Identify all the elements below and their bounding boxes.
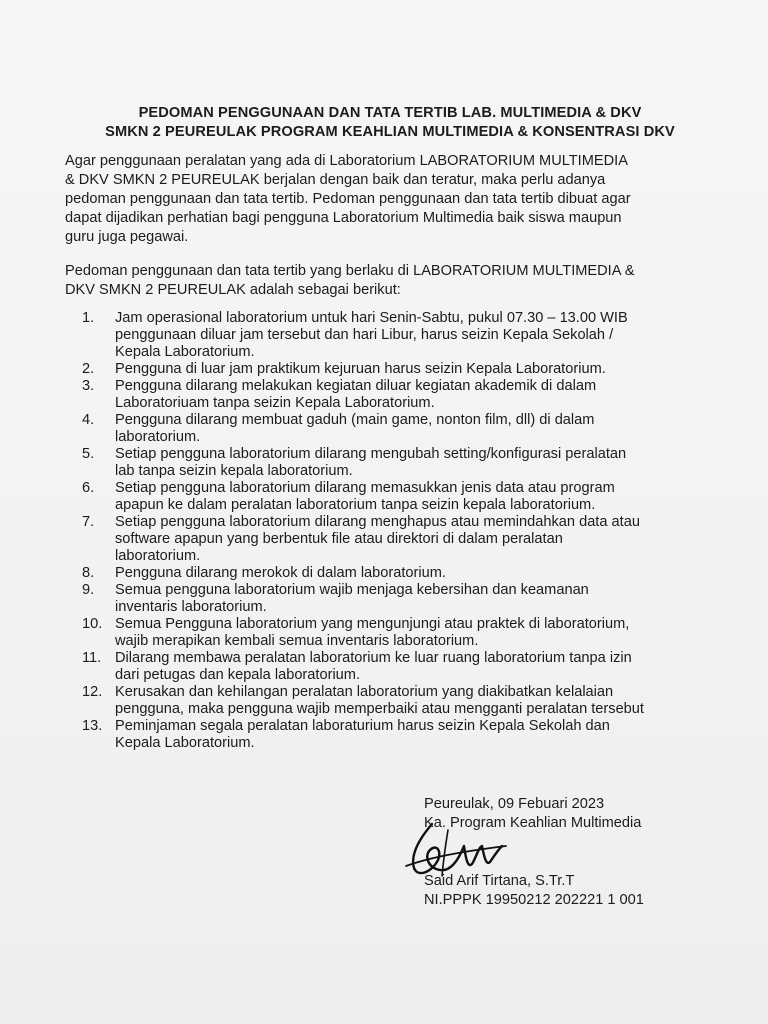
signer-name: Said Arif Tirtana, S.Tr.T — [424, 873, 575, 889]
rule-item — [82, 616, 722, 650]
intro-line: guru juga pegawai. — [65, 229, 189, 245]
rule-text-line: laboratorium. — [115, 428, 201, 445]
rule-text-line: Peminjaman segala peralatan laboraturium harus seizin Kepala Sekolah dan — [115, 717, 610, 734]
rule-number: 2. — [82, 360, 95, 377]
rule-item — [82, 684, 722, 718]
rule-text-line: software apapun yang berbentuk file atau direktori di dalam peralatan — [115, 530, 563, 547]
rule-text-line: Kepala Laboratorium. — [115, 343, 255, 360]
rule-number: 1. — [82, 310, 95, 326]
lead-line: DKV SMKN 2 PEUREULAK adalah sebagai berikut: — [65, 282, 401, 298]
lead-line: Pedoman penggunaan dan tata tertib yang berlaku di LABORATORIUM MULTIMEDIA & — [65, 263, 635, 279]
signer-nip: NI.PPPK 19950212 202221 1 001 — [424, 892, 644, 908]
rule-text-line: apapun ke dalam peralatan laboratorium tanpa seizin kepala laboratorium. — [115, 496, 596, 513]
rule-text-line: Pengguna dilarang merokok di dalam laboratorium. — [115, 564, 446, 581]
title-line-2: SMKN 2 PEUREULAK PROGRAM KEAHLIAN MULTIMEDIA & KONSENTRASI DKV — [105, 124, 675, 140]
rule-number: 5. — [82, 445, 95, 462]
rule-text-line: Dilarang membawa peralatan laboratorium ke luar ruang laboratorium tanpa izin — [115, 649, 632, 666]
rule-text-line: penggunaan diluar jam tersebut dan hari Libur, harus seizin Kepala Sekolah / — [115, 326, 614, 343]
rule-number: 3. — [82, 377, 95, 394]
rule-number: 9. — [82, 581, 95, 598]
rule-number: 12. — [82, 683, 103, 700]
rule-text-line: lab tanpa seizin kepala laboratorium. — [115, 462, 353, 479]
intro-line: & DKV SMKN 2 PEUREULAK berjalan dengan baik dan teratur, maka perlu adanya — [65, 172, 606, 188]
rule-item — [82, 446, 722, 480]
rule-item — [82, 650, 722, 684]
lead-paragraph — [65, 262, 705, 300]
rule-text-line: Pengguna dilarang melakukan kegiatan diluar kegiatan akademik di dalam — [115, 377, 597, 394]
rule-text-line: Kepala Laboratorium. — [115, 734, 255, 751]
rule-number: 8. — [82, 564, 95, 581]
signing-date: Peureulak, 09 Febuari 2023 — [424, 796, 605, 812]
rule-number: 4. — [82, 411, 95, 428]
rule-text-line: Setiap pengguna laboratorium dilarang mengubah setting/konfigurasi peralatan — [115, 445, 627, 462]
rule-number: 7. — [82, 513, 95, 530]
rule-number: 10. — [82, 615, 103, 632]
rule-text-line: inventaris laboratorium. — [115, 598, 267, 615]
rule-item — [82, 310, 722, 360]
rule-item — [82, 378, 722, 412]
rule-text-line: Setiap pengguna laboratorium dilarang menghapus atau memindahkan data atau — [115, 513, 640, 530]
rule-item — [82, 582, 722, 616]
rule-item — [82, 718, 722, 752]
rule-item — [82, 412, 722, 446]
rule-item — [82, 361, 722, 378]
signer-role: Ka. Program Keahlian Multimedia — [424, 815, 642, 831]
title-line-1: PEDOMAN PENGGUNAAN DAN TATA TERTIB LAB. MULTIMEDIA & DKV — [138, 105, 642, 121]
rule-text-line: Semua pengguna laboratorium wajib menjaga kebersihan dan keamanan — [115, 581, 589, 598]
rule-number: 6. — [82, 479, 95, 496]
rule-text-line: laboratorium. — [115, 547, 201, 564]
rule-text-line: Kerusakan dan kehilangan peralatan laboratorium yang diakibatkan kelalaian — [115, 683, 614, 700]
rule-number: 13. — [82, 717, 103, 734]
rule-text-line: Pengguna dilarang membuat gaduh (main game, nonton film, dll) di dalam — [115, 411, 595, 428]
rule-item — [82, 565, 722, 582]
intro-line: Agar penggunaan peralatan yang ada di Laboratorium LABORATORIUM MULTIMEDIA — [65, 153, 628, 169]
rule-text-line: Pengguna di luar jam praktikum kejuruan harus seizin Kepala Laboratorium. — [115, 360, 606, 377]
rule-item — [82, 480, 722, 514]
rule-text-line: pengguna, maka pengguna wajib memperbaiki atau mengganti peralatan tersebut — [115, 700, 644, 717]
intro-line: dapat dijadikan perhatian bagi pengguna Laboratorium Multimedia baik siswa maupun — [65, 210, 622, 226]
intro-paragraph — [65, 152, 705, 247]
intro-line: pedoman penggunaan dan tata tertib. Pedoman penggunaan dan tata tertib dibuat agar — [65, 191, 631, 207]
rule-text-line: Semua Pengguna laboratorium yang mengunjungi atau praktek di laboratorium, — [115, 615, 630, 632]
rules-list — [82, 310, 722, 752]
rule-item — [82, 514, 722, 564]
rule-text-line: wajib merapikan kembali semua inventaris laboratorium. — [115, 632, 479, 649]
rule-text-line: Laboratoriuam tanpa seizin Kepala Laboratorium. — [115, 394, 435, 411]
rule-text-line: Setiap pengguna laboratorium dilarang memasukkan jenis data atau program — [115, 479, 615, 496]
document-title — [40, 104, 740, 142]
rule-text-line: Jam operasional laboratorium untuk hari Senin-Sabtu, pukul 07.30 – 13.00 WIB — [115, 310, 628, 326]
rule-number: 11. — [82, 649, 102, 666]
rule-text-line: dari petugas dan kepala laboratorium. — [115, 666, 361, 683]
